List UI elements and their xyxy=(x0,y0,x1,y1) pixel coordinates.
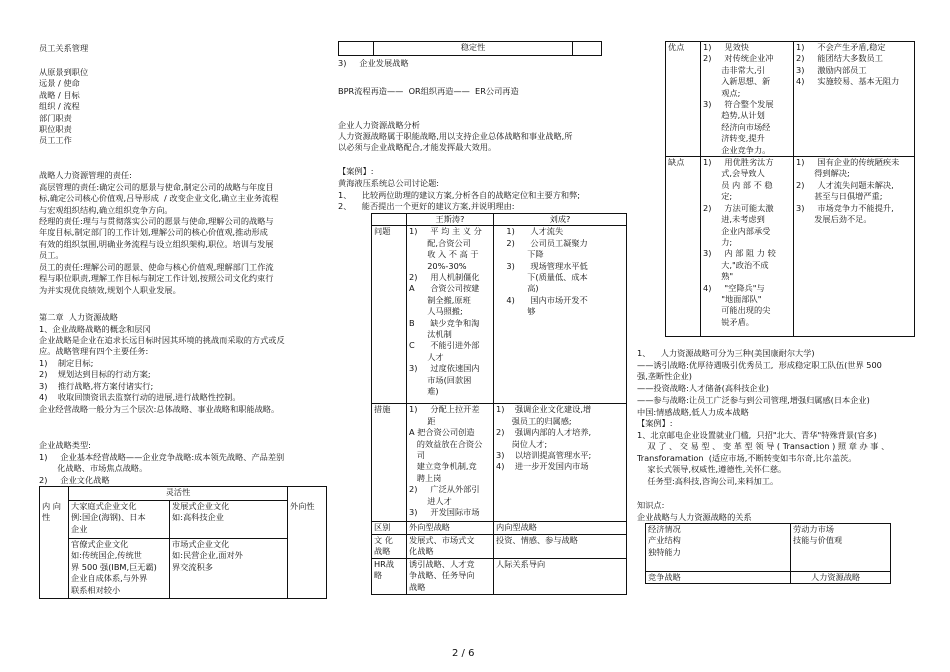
paragraph: 企业经营战略一般分为三个层次:总体战略、事业战略和职能战略。 xyxy=(39,404,280,414)
table-cell: 内向型战略 xyxy=(494,522,627,534)
types-title: 企业战略类型: xyxy=(39,440,91,450)
table-cell: 内 向 性 xyxy=(40,501,69,599)
culture-table xyxy=(39,486,327,599)
task-list xyxy=(39,358,241,404)
page-number: 2 / 6 xyxy=(452,648,475,659)
paragraph: 经理的责任:理与与贯彻落实公司的愿景与使命,理解公司的战略与 年度目标,制定部门的工作计划,理解公司的核心价值观,推动形成 有效的组织氛围,明确业务流程与设立组织架构,职位。培训与发展 员工。 xyxy=(39,216,274,261)
table-cell: 市场式企业文化 如:民营企业,面对外 界交流积多 xyxy=(170,539,288,599)
list-item: 1) 制定目标; xyxy=(39,358,94,368)
list-item: 组织 / 流程 xyxy=(39,101,80,112)
paragraph: 人力资源战略属于职能战略,用以支持企业总体战略和事业战略,所 以必须与企业战略配合,才能发挥最大效用。 xyxy=(338,131,573,153)
table-header: 王斯涛? xyxy=(407,214,494,226)
list-item: ——诱引战略:优厚待遇吸引优秀员工, 形成稳定职工队伍(世界 500 强,垄断性企业) xyxy=(637,360,882,382)
table-cell: 灵活性 xyxy=(69,487,288,501)
stability-row xyxy=(338,41,602,56)
list-item: 1) 企业基本经营战略——企业竞争战略:成本领先战略、产品差别 化战略、市场焦点战略。 xyxy=(39,452,285,474)
list-item: 2) 规划达到目标的行动方案; xyxy=(39,369,151,380)
table-cell: 1) 人才流失 2) 公司员工凝聚力 下降 3) 现场管理水平低 下(质量低、成本 高) 4) 国内市场开发不 够 xyxy=(494,226,627,404)
paragraph: 企业战略是企业在追求长远目标时因其环境的挑战而采取的方式或反 应。战略管理有四个主要任务: xyxy=(39,335,285,357)
list-item: 4) 收取回馈资讯去监察行动的进展,进行战略性控制。 xyxy=(39,392,241,403)
table-cell: 人力资源战略 xyxy=(791,572,891,584)
table-cell: 1) 分配上拉开差 距 A 把合资公司创造 的效益放在合资公 司 建立竞争机制,竞 聘上岗 2) 广泛从外部引 进人才 3) 开发国际市场 xyxy=(407,404,494,522)
table-cell: 1) 见效快 2) 对传统企业冲 击非常大,引 入新思想、新 观点; 3) 符合整个发展 趋势,从计划 经济向市场经 济转变,提升 企业竞争力。 xyxy=(701,42,794,157)
table-cell: 外向性 xyxy=(288,501,327,599)
table-cell: 经济情况 产业结构 独特能力 xyxy=(646,524,791,572)
table-cell: 劳动力市场 技能与价值观 xyxy=(791,524,891,572)
hierarchy-list xyxy=(39,67,88,147)
case-label: 【案例】: xyxy=(637,418,673,428)
table-cell: HR战 略 xyxy=(372,558,407,594)
table-cell: 优点 xyxy=(666,42,701,157)
table-cell: 官僚式企业文化 如:传统国企,传统世 界 500 强(IBM,巨无霸) 企业自成体系,与外界 联系相对较小 xyxy=(69,539,170,599)
table-cell: 投资、情感、参与战略 xyxy=(494,534,627,558)
list-item: 员工工作 xyxy=(39,135,72,146)
knowledge-label: 知识点: xyxy=(637,500,665,510)
table-cell: 文 化 战略 xyxy=(372,534,407,558)
list-item: ——投资战略:人才储备(高科技企业) xyxy=(637,383,769,393)
subsection-title: 企业人力资源战略分析 xyxy=(338,120,420,130)
subsection-title: 1、企业战略战略的概念和层冈 xyxy=(39,324,151,334)
table-cell: 1) 国有企业的传统陋疾未 得到解决; 2) 人才流失问题未解决, 甚至与日俱增严重; 3) 市场竞争力不能提升, 发展后劲不足。 xyxy=(794,157,915,337)
paragraph: 员工的责任:理解公司的愿景、使命与核心价值观,理解部门工作流 程与职位职责,理解工作目标与制定工作计划,按照公司文化约束行 为并实现优良绩效,规划个人职业发展。 xyxy=(39,262,274,295)
knowledge-title: 企业战略与人力资源战略的关系 xyxy=(637,512,752,522)
table-cell: 诱引战略、人才竞 争战略、任务导向 战略 xyxy=(407,558,494,594)
table-header: 刘成? xyxy=(494,214,627,226)
question: 2、 能否提出一个更好的建议方案,并说明理由: xyxy=(338,201,515,211)
case-label: 【案例】: xyxy=(338,166,374,176)
comparison-table xyxy=(371,213,627,595)
table-cell: 稳定性 xyxy=(374,42,573,56)
table-cell: 人际关系导向 xyxy=(494,558,627,594)
section-heading: 员工关系管理 xyxy=(39,43,89,53)
list-item: 战略 / 目标 xyxy=(39,89,80,100)
table-cell: 1) 不会产生矛盾,稳定 2) 能团结大多数员工 3) 激励内部员工 4) 实施较易、基本无阻力 xyxy=(794,42,915,157)
table-cell: 1) 强调企业文化建设,增 强员工的归属感; 2) 强调内部的人才培养, 岗位人才; 3) 以培训提高管理水平; 4) 进一步开发国内市场 xyxy=(494,404,627,522)
list-item: 部门职责 xyxy=(39,112,72,123)
paragraph: 1、北京邮电企业设置就业门槛, 只招"北大、青华"特殊背景(官多) 双 了 、 交 易 型 、 变 革 型 领 导 ( Transaction ) 照 章 办 事 、 Transforamation (适应市场,不断转变如韦尔奇,比尔盖茨。 家长式领导,权威性,遵德性,关怀仁慈。 任务型:高科技,咨询公司,来料加工。 xyxy=(637,430,890,486)
table-cell: 大家庭式企业文化 例:国企(海钢)、日本 企业 xyxy=(69,501,170,539)
subsection-title: 1、 人力资源战略可分为三种(美国康耐尔大学) xyxy=(637,348,815,358)
list-item: 职位职责 xyxy=(39,124,72,135)
list-item: 远景 / 使命 xyxy=(39,78,80,89)
list-item: 中国:情感战略,低人力成本战略 xyxy=(637,407,749,417)
table-cell: 外向型战略 xyxy=(407,522,494,534)
relation-diagram xyxy=(645,523,891,584)
paragraph: 高层管理的责任:确定公司的愿景与使命,制定公司的战略与年度目 标,确定公司核心价值观,吕导形成 / 改变企业文化,确立主业务流程 与宏观组织结构,确立组织竞争方向。 xyxy=(39,182,279,215)
list-item: 3) 企业发展战略 xyxy=(338,58,409,68)
table-cell: 问题 xyxy=(372,226,407,404)
table-cell: 1) 用优胜劣汰方 式,会导致人 员 内 部 不 稳 定; 2) 方法可能太激 进,未考虑到 企业内部承受 力; 3) 内 部 阻 力 较 大,"政治不成 熟" 4) "空降兵"与 "地面部队" 可能出现的尖 锐矛盾。 xyxy=(701,157,794,337)
question: 1、 比较两位助理的建议方案,分析各自的战略定位和主要方和弊; xyxy=(338,190,581,200)
responsibility-title: 战略人力资源管理的责任: xyxy=(39,170,132,180)
list-item: 3) 推行战略,将方案付诸实行; xyxy=(39,380,154,391)
pros-cons-table xyxy=(665,41,915,337)
list-item: 2) 企业文化战略 xyxy=(39,475,110,485)
case-title: 黄海液压系统总公司讨论题: xyxy=(338,178,440,188)
table-cell: 措施 xyxy=(372,404,407,522)
table-cell: 缺点 xyxy=(666,157,701,337)
table-cell: 发展式企业文化 如:高科技企业 xyxy=(170,501,288,539)
table-cell: 竞争战略 xyxy=(646,572,791,584)
table-cell: 区别 xyxy=(372,522,407,534)
chapter-title: 第二章 人力资源战略 xyxy=(39,312,118,322)
reengineering-line: BPR流程再造—— OR组织再造—— ER公司再造 xyxy=(338,86,519,96)
table-cell: 发展式、市场式文 化战略 xyxy=(407,534,494,558)
list-item: ——参与战略:让员工广泛参与到公司管理,增强归属感(日本企业) xyxy=(637,395,870,405)
list-item: 从原景到职位 xyxy=(39,67,89,77)
table-cell: 1) 平 均 主 义 分 配,合资公司 收 入 不 高 于 20%-30% 2) 用人机制僵化 A 合资公司按建 制全搬,原班 人马照搬; B 缺少竞争和淘 汰机制 C 不能引进外部 人才 3) 过度依速国内 市场(回款困 难) xyxy=(407,226,494,404)
